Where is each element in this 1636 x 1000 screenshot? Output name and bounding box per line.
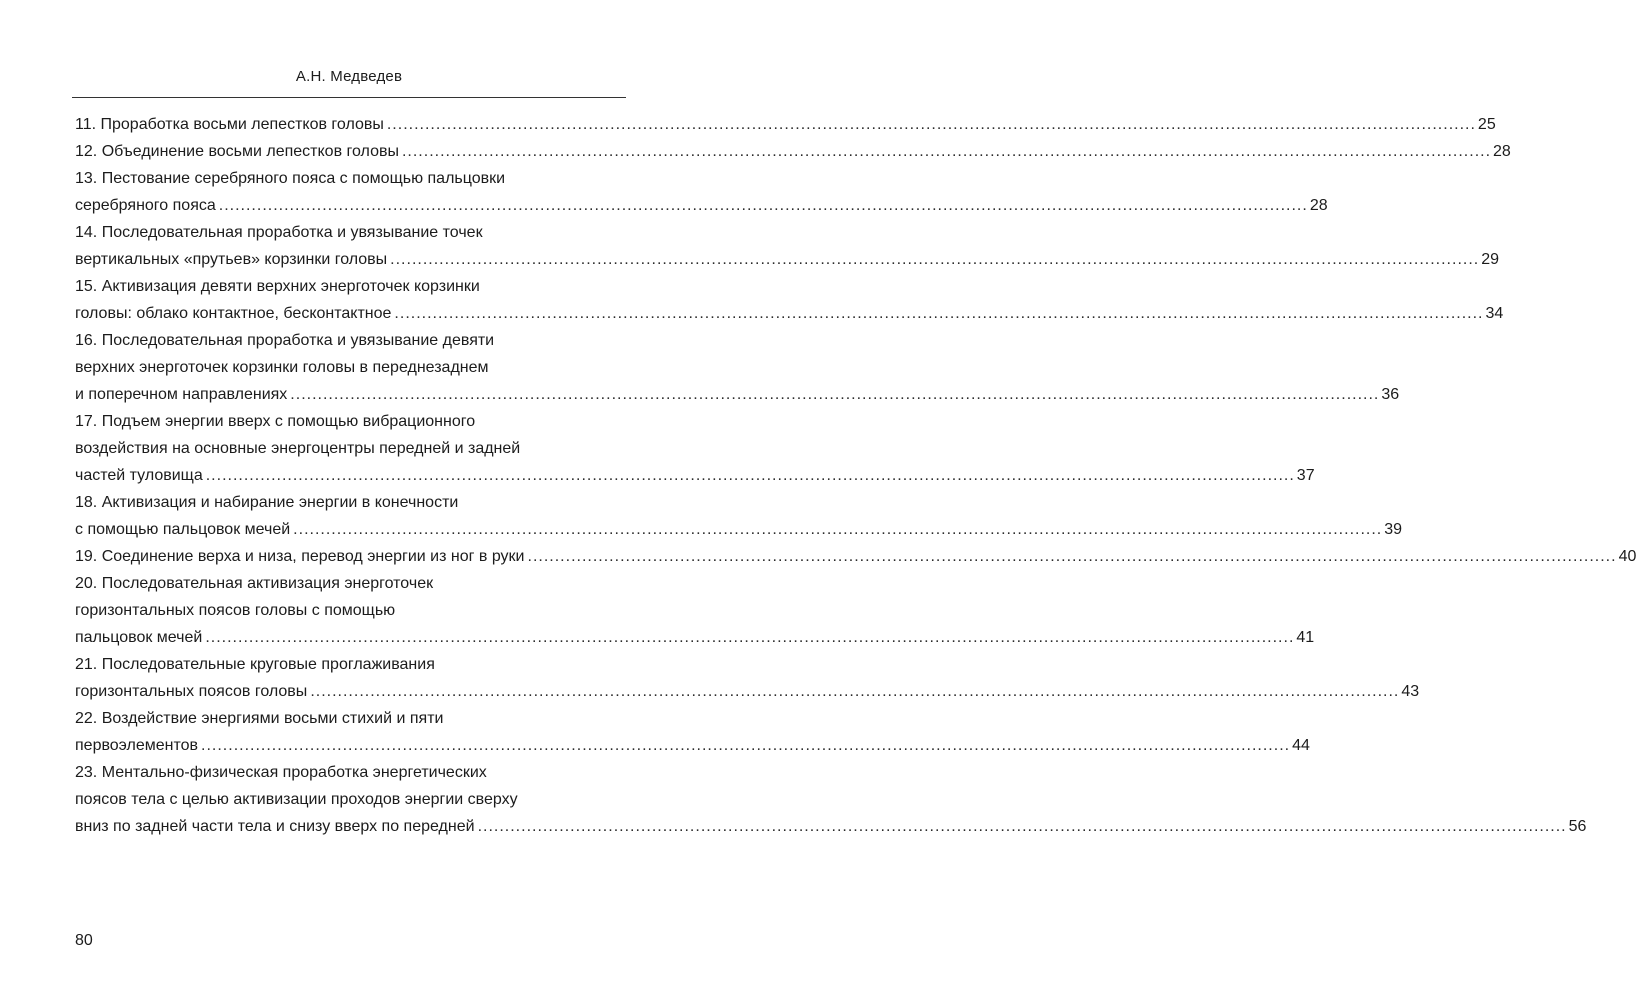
- toc-entry-last-line: [75, 246, 1500, 273]
- toc-entry-title-line: 15. Активизация девяти верхних энерготочек корзинки: [75, 278, 480, 295]
- toc-entry-page-number: 44: [1292, 737, 1310, 754]
- toc-entry-last-line: [75, 111, 1496, 138]
- header-divider: [72, 97, 626, 98]
- toc-entry-last-line: [75, 732, 1310, 759]
- toc-entry: [75, 543, 1636, 570]
- toc-entry-last-line: [75, 678, 1420, 705]
- toc-entry-last-line: [75, 381, 1400, 408]
- toc-entry-title-line: и поперечном направлениях: [75, 386, 288, 403]
- toc-entry-title-line: верхних энерготочек корзинки головы в переднезаднем: [75, 359, 489, 376]
- toc-entry-last-line: [75, 624, 1315, 651]
- toc-entry-page-number: 29: [1481, 251, 1500, 268]
- running-header-author: А.Н. Медведев: [295, 68, 403, 85]
- toc-entry: [75, 111, 1496, 138]
- dot-leader: ........................................................................................................................................................................................................: [293, 521, 1383, 538]
- toc-entry-title-line: 19. Соединение верха и низа, перевод энергии из ног в руки: [75, 548, 525, 565]
- dot-leader: ........................................................................................................................................................................................................: [477, 818, 1567, 835]
- toc-entry-title-line: пальцовок мечей: [75, 629, 203, 646]
- toc-entry: [75, 408, 1315, 489]
- toc-entry-page-number: 34: [1485, 305, 1504, 322]
- toc-entry-last-line: [75, 462, 1315, 489]
- dot-leader: ........................................................................................................................................................................................................: [218, 197, 1308, 214]
- dot-leader: ........................................................................................................................................................................................................: [401, 143, 1492, 160]
- toc-entry-page-number: 40: [1618, 548, 1636, 565]
- toc-entry-page-number: 56: [1568, 818, 1587, 835]
- toc-entry-page-number: 37: [1296, 467, 1315, 484]
- dot-leader: ........................................................................................................................................................................................................: [205, 629, 1295, 646]
- dot-leader: ........................................................................................................................................................................................................: [527, 548, 1617, 565]
- toc-entry-title-line: воздействия на основные энергоцентры передней и задней: [75, 440, 521, 457]
- toc-entry-page-number: 28: [1493, 143, 1511, 160]
- table-of-contents: [75, 111, 1636, 840]
- toc-entry-title-line: вниз по задней части тела и снизу вверх по передней: [75, 818, 475, 835]
- toc-entry-title-line: 22. Воздействие энергиями восьми стихий и пяти: [75, 710, 444, 727]
- toc-entry-title-line: первоэлементов: [75, 737, 199, 754]
- toc-entry: [75, 165, 1328, 219]
- toc-entry: [75, 570, 1315, 651]
- toc-entry-title-line: 23. Ментально-физическая проработка энергетических: [75, 764, 487, 781]
- toc-entry-title-line: 12. Объединение восьми лепестков головы: [75, 143, 399, 160]
- dot-leader: ........................................................................................................................................................................................................: [290, 386, 1380, 403]
- toc-entry-title-line: 21. Последовательные круговые проглаживания: [75, 656, 435, 673]
- toc-entry-last-line: [75, 192, 1328, 219]
- toc-entry: [75, 219, 1500, 273]
- toc-entry-title-line: головы: облако контактное, бесконтактное: [75, 305, 392, 322]
- dot-leader: ........................................................................................................................................................................................................: [394, 305, 1484, 322]
- toc-entry-title-line: частей туловища: [75, 467, 203, 484]
- toc-entry-title-line: горизонтальных поясов головы с помощью: [75, 602, 396, 619]
- page-number: 80: [75, 932, 93, 949]
- toc-entry-title-line: серебряного пояса: [75, 197, 216, 214]
- toc-entry: [75, 651, 1420, 705]
- toc-entry-last-line: [75, 516, 1403, 543]
- dot-leader: ........................................................................................................................................................................................................: [310, 683, 1400, 700]
- toc-entry-page-number: 28: [1309, 197, 1328, 214]
- toc-entry-page-number: 43: [1401, 683, 1420, 700]
- toc-entry: [75, 273, 1504, 327]
- toc-entry: [75, 759, 1587, 840]
- toc-entry: [75, 138, 1511, 165]
- toc-entry-page-number: 36: [1381, 386, 1400, 403]
- toc-entry-last-line: [75, 813, 1587, 840]
- toc-entry-title-line: горизонтальных поясов головы: [75, 683, 308, 700]
- toc-entry: [75, 489, 1403, 543]
- toc-entry-page-number: 41: [1296, 629, 1315, 646]
- dot-leader: ........................................................................................................................................................................................................: [386, 116, 1476, 133]
- toc-entry-title-line: 11. Проработка восьми лепестков головы: [75, 116, 384, 133]
- toc-entry-title-line: вертикальных «прутьев» корзинки головы: [75, 251, 388, 268]
- toc-entry-title-line: 17. Подъем энергии вверх с помощью вибрационного: [75, 413, 476, 430]
- toc-entry-title-line: 16. Последовательная проработка и увязывание девяти: [75, 332, 495, 349]
- toc-entry-title-line: 20. Последовательная активизация энерготочек: [75, 575, 434, 592]
- toc-entry-page-number: 25: [1477, 116, 1496, 133]
- toc-entry-title-line: 18. Активизация и набирание энергии в конечности: [75, 494, 459, 511]
- toc-entry-page-number: 39: [1384, 521, 1403, 538]
- toc-entry-title-line: 13. Пестование серебряного пояса с помощью пальцовки: [75, 170, 506, 187]
- dot-leader: ........................................................................................................................................................................................................: [390, 251, 1480, 268]
- toc-entry-last-line: [75, 543, 1636, 570]
- toc-entry-last-line: [75, 138, 1511, 165]
- toc-entry-title-line: с помощью пальцовок мечей: [75, 521, 291, 538]
- dot-leader: ........................................................................................................................................................................................................: [201, 737, 1291, 754]
- toc-entry: [75, 705, 1310, 759]
- toc-entry-title-line: 14. Последовательная проработка и увязывание точек: [75, 224, 483, 241]
- dot-leader: ........................................................................................................................................................................................................: [205, 467, 1295, 484]
- toc-entry-title-line: поясов тела с целью активизации проходов энергии сверху: [75, 791, 518, 808]
- toc-entry: [75, 327, 1400, 408]
- toc-entry-last-line: [75, 300, 1504, 327]
